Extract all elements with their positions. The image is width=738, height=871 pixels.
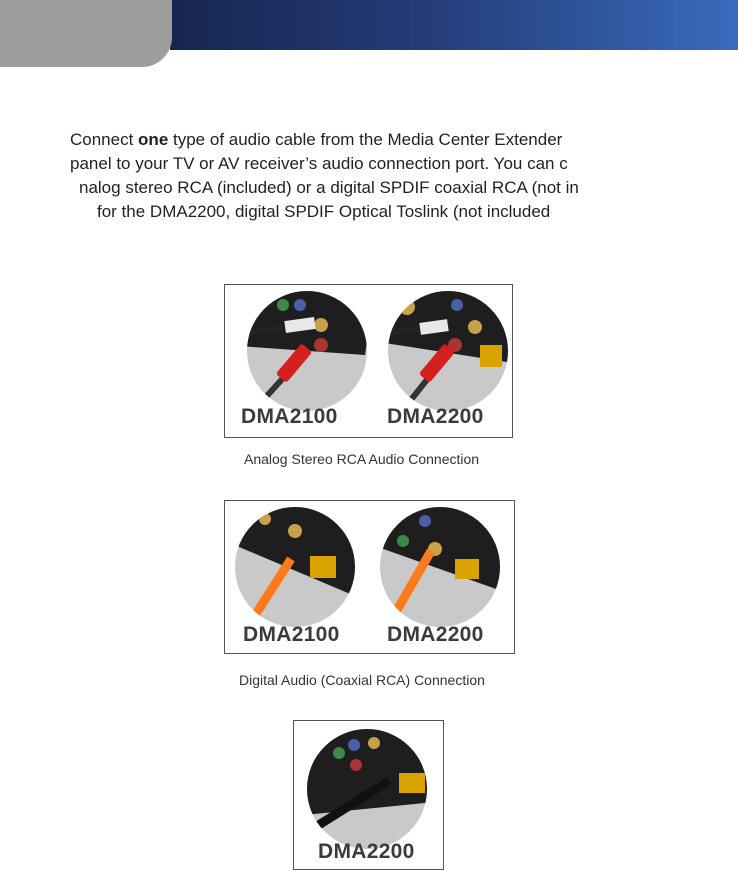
model-label-dma2100: DMA2100 (241, 405, 338, 428)
model-label-dma2200: DMA2200 (387, 623, 484, 646)
coaxial-caption: Digital Audio (Coaxial RCA) Connection (239, 672, 485, 688)
intro-line-3: nalog stereo RCA (included) or a digital SPDIF coaxial RCA (not in (79, 178, 579, 197)
header-tab (0, 0, 172, 67)
intro-line-1-start: Connect (70, 130, 139, 149)
header-bar (170, 0, 738, 50)
intro-bold-one: one (138, 130, 169, 149)
optical-figure-panel (293, 720, 444, 870)
intro-line-4: for the DMA2200, digital SPDIF Optical Toslink (not included (97, 202, 551, 221)
model-label-dma2100: DMA2100 (243, 623, 340, 646)
analog-figure-panel (224, 284, 513, 438)
model-label-dma2200: DMA2200 (318, 840, 415, 863)
analog-caption: Analog Stereo RCA Audio Connection (244, 451, 480, 467)
coaxial-figure-panel (224, 500, 515, 654)
intro-line-1-end: type of audio cable from the Media Center Extender (168, 130, 563, 149)
intro-line-2: panel to your TV or AV receiver’s audio connection port. You can c (70, 154, 568, 173)
intro-line-1 (70, 128, 562, 152)
model-label-dma2200: DMA2200 (387, 405, 484, 428)
